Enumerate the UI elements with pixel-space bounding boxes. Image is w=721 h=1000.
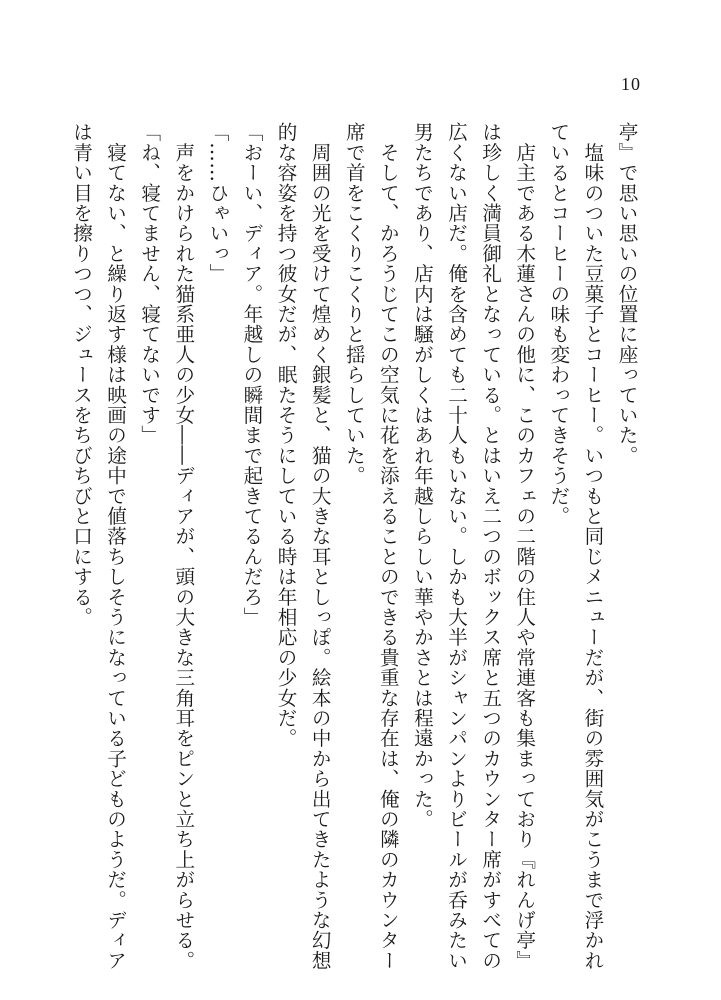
text-line: そして、かろうじてこの空気に花を添えることのできる貴重な存在は、俺の隣のカウンター [376,122,400,971]
text-line: ているとコーヒーの味も変わってきそうだ。 [546,122,570,526]
text-line: 的な容姿を持つ彼女だが、眠たそうにしている時は年相応の少女だ。 [274,122,298,749]
text-line: は青い目を擦りつつ、ジュースをちびちびと口にする。 [69,122,93,627]
text-line: 「おーい、ディア。年越しの瞬間まで起きてるんだろ」 [239,122,263,627]
text-line: 寝てない、と繰り返す様は映画の途中で値落ちしそうになっている子どものようだ。ディア [103,122,127,971]
text-line: 亭』で思い思いの位置に座っていた。 [615,122,638,466]
vertical-text-body [69,122,643,971]
text-line: 「……ひゃいっ」 [205,122,229,284]
text-line: 席で首をこくりこくりと揺らしていた。 [342,122,366,486]
text-line: 「ね、寝てません、寝てないです」 [137,122,161,446]
text-line: 広くない店だ。俺を含めても二十人もいない。しかも大半がシャンパンよりビールが呑みたい [444,122,468,971]
text-line: は珍しく満員御礼となっている。とはいえ二つのボックス席と五つのカウンター席がすべての [478,122,502,971]
text-line: 塩味のついた豆菓子とコーヒー。いつもと同じメニューだが、街の雰囲気がこうまで浮かれ [580,122,604,971]
page-number: 10 [621,74,641,94]
text-line: 周囲の光を受けて煌めく銀髪と、猫の大きな耳としっぽ。絵本の中から出てきたような幻想 [308,122,332,971]
text-line: 店主である木蓮さんの他に、このカフェの二階の住人や常連客も集まっており『れんげ亭』 [512,122,536,971]
text-line: 声をかけられた猫系亜人の少女――ディアが、頭の大きな三角耳をピンと立ち上がらせる。 [171,122,195,971]
text-line: 男たちであり、店内は騒がしくはあれ年越しらしい華やかさとは程遠かった。 [410,122,434,829]
